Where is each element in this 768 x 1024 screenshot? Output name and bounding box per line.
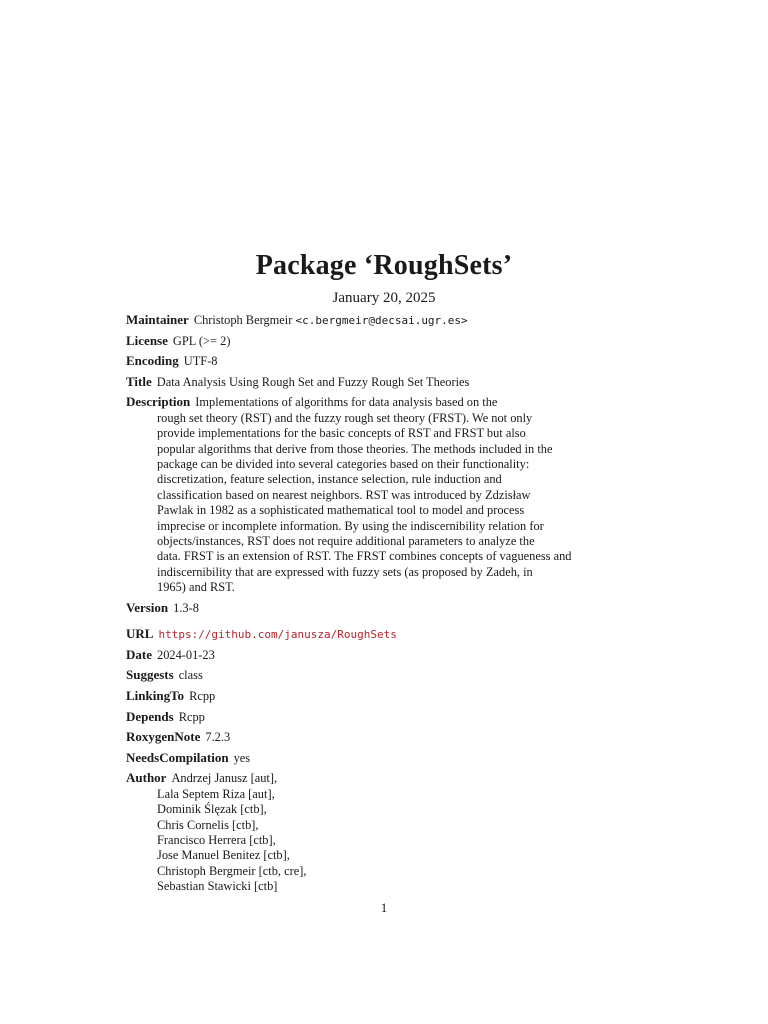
- description-line: data. FRST is an extension of RST. The FRST combines concepts of vagueness and: [157, 549, 572, 564]
- page-number: 1: [380, 900, 388, 915]
- field-value: 1.3-8: [173, 600, 199, 615]
- description-line: objects/instances, RST does not require additional parameters to analyze the: [157, 534, 535, 549]
- publication-date: January 20, 2025: [332, 290, 436, 306]
- field-author: [126, 770, 596, 894]
- field-license: [126, 333, 596, 349]
- field-encoding: [126, 353, 596, 369]
- field-key: URL: [126, 626, 154, 642]
- description-line: imprecise or incomplete information. By using the indiscernibility relation for: [157, 518, 544, 533]
- field-key: Description: [126, 394, 191, 410]
- author-line: Lala Septem Riza [aut],: [157, 786, 275, 801]
- author-line: Christoph Bergmeir [ctb, cre],: [157, 863, 307, 878]
- description-line: popular algorithms that derive from those theories. The methods included in the: [157, 441, 553, 456]
- maintainer-name: Christoph Bergmeir: [193, 313, 293, 327]
- author-line: Chris Cornelis [ctb],: [157, 817, 259, 832]
- field-key: License: [126, 332, 168, 348]
- author-line: Francisco Herrera [ctb],: [157, 833, 276, 848]
- description-line: indiscernibility that are expressed with fuzzy sets (as proposed by Zadeh, in: [157, 564, 533, 579]
- field-title: [126, 374, 596, 390]
- author-line: Jose Manuel Benitez [ctb],: [157, 848, 290, 863]
- field-version: [126, 600, 596, 616]
- field-key: Maintainer: [126, 312, 189, 327]
- field-key: Encoding: [126, 353, 179, 369]
- description-line: rough set theory (RST) and the fuzzy rough set theory (FRST). We not only: [157, 410, 533, 425]
- description-line: package can be divided into several categories based on their functionality:: [157, 457, 530, 471]
- field-key: Author: [126, 770, 167, 786]
- field-linkingto: [126, 688, 596, 704]
- field-url: [126, 626, 596, 642]
- description-line: Description Implementations of algorithms for data analysis based on the: [126, 394, 498, 410]
- package-title: Package ‘RoughSets’: [255, 250, 513, 281]
- field-value: yes: [233, 750, 251, 765]
- field-key: Title: [126, 373, 152, 389]
- field-value: 7.2.3: [205, 730, 231, 745]
- description-line: Pawlak in 1982 as a sophisticated mathematical tool to model and process: [157, 503, 525, 518]
- field-needscompilation: [126, 750, 596, 766]
- description-line: provide implementations for the basic concepts of RST and FRST but also: [157, 426, 526, 441]
- field-key: LinkingTo: [126, 688, 185, 704]
- field-description: [126, 394, 596, 595]
- field-key: NeedsCompilation: [126, 749, 229, 765]
- field-date: [126, 647, 596, 663]
- author-line: Dominik Ślęzak [ctb],: [157, 802, 267, 817]
- field-value: 2024-01-23: [157, 647, 215, 662]
- field-suggests: [126, 667, 596, 683]
- description-fields: [126, 312, 596, 899]
- author-line: Author Andrzej Janusz [aut],: [126, 770, 278, 786]
- field-key: Date: [126, 646, 152, 662]
- description-line: classification based on nearest neighbors. RST was introduced by Zdzisław: [157, 487, 531, 502]
- field-value: GPL (>= 2): [172, 333, 231, 348]
- author-line: Sebastian Stawicki [ctb]: [157, 879, 278, 894]
- field-maintainer: [126, 312, 596, 328]
- field-key: RoxygenNote: [126, 729, 201, 745]
- field-value: Rcpp: [189, 689, 216, 704]
- field-value: class: [178, 668, 203, 683]
- description-line: 1965) and RST.: [157, 580, 235, 595]
- field-depends: [126, 709, 596, 725]
- maintainer-email: <c.bergmeir@decsai.ugr.es>: [295, 314, 468, 327]
- field-roxygennote: [126, 729, 596, 745]
- field-key: Depends: [126, 708, 174, 724]
- description-line: discretization, feature selection, instance selection, rule induction and: [157, 472, 502, 487]
- field-key: Version: [126, 599, 169, 615]
- field-value: Rcpp: [178, 709, 205, 724]
- url-link[interactable]: https://github.com/janusza/RoughSets: [158, 628, 397, 642]
- field-value: UTF-8: [183, 354, 218, 369]
- field-value: Data Analysis Using Rough Set and Fuzzy Rough Set Theories: [156, 374, 470, 389]
- field-key: Suggests: [126, 667, 174, 683]
